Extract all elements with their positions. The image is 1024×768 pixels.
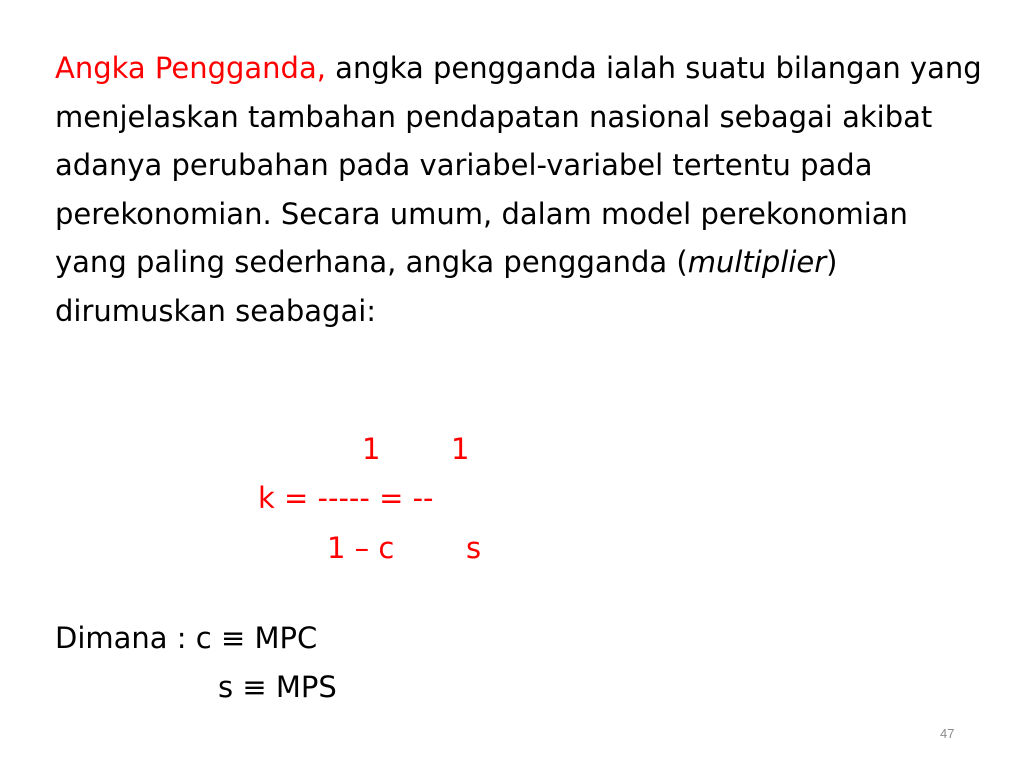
term-heading: Angka Pengganda, <box>55 51 326 85</box>
mps-prefix: s <box>218 670 234 704</box>
paragraph-text-start: angka pengganda ialah suatu bilangan yang menjelaskan tambahan pendapatan nasional sebagai akibat adanya perubahan pada variabel-variabel tertentu pada perekonomian. Secara umum, dalam model perekonomian yang paling sederhana, angka pengganda ( <box>55 51 982 279</box>
page-number: 47 <box>940 726 955 741</box>
formula-denominator-2: s <box>466 531 482 565</box>
mpc-prefix: Dimana : c <box>55 621 212 655</box>
formula-main-line: k = ----- = -- <box>258 481 434 515</box>
definition-line-mps <box>218 663 337 711</box>
formula-denominator-1: 1 – c <box>327 531 395 565</box>
formula-numerator-1: 1 <box>362 432 381 466</box>
definition-line-mpc <box>55 614 317 662</box>
mps-label: MPS <box>275 670 337 704</box>
multiplier-term: multiplier <box>687 245 827 279</box>
mpc-label: MPC <box>254 621 318 655</box>
identical-to-symbol: ≡ <box>242 670 267 704</box>
formula-numerator-2: 1 <box>451 432 470 466</box>
paragraph-text-end: ) dirumuskan seabagai: <box>55 245 838 328</box>
identical-to-symbol: ≡ <box>220 621 246 655</box>
definition-paragraph <box>55 44 985 335</box>
